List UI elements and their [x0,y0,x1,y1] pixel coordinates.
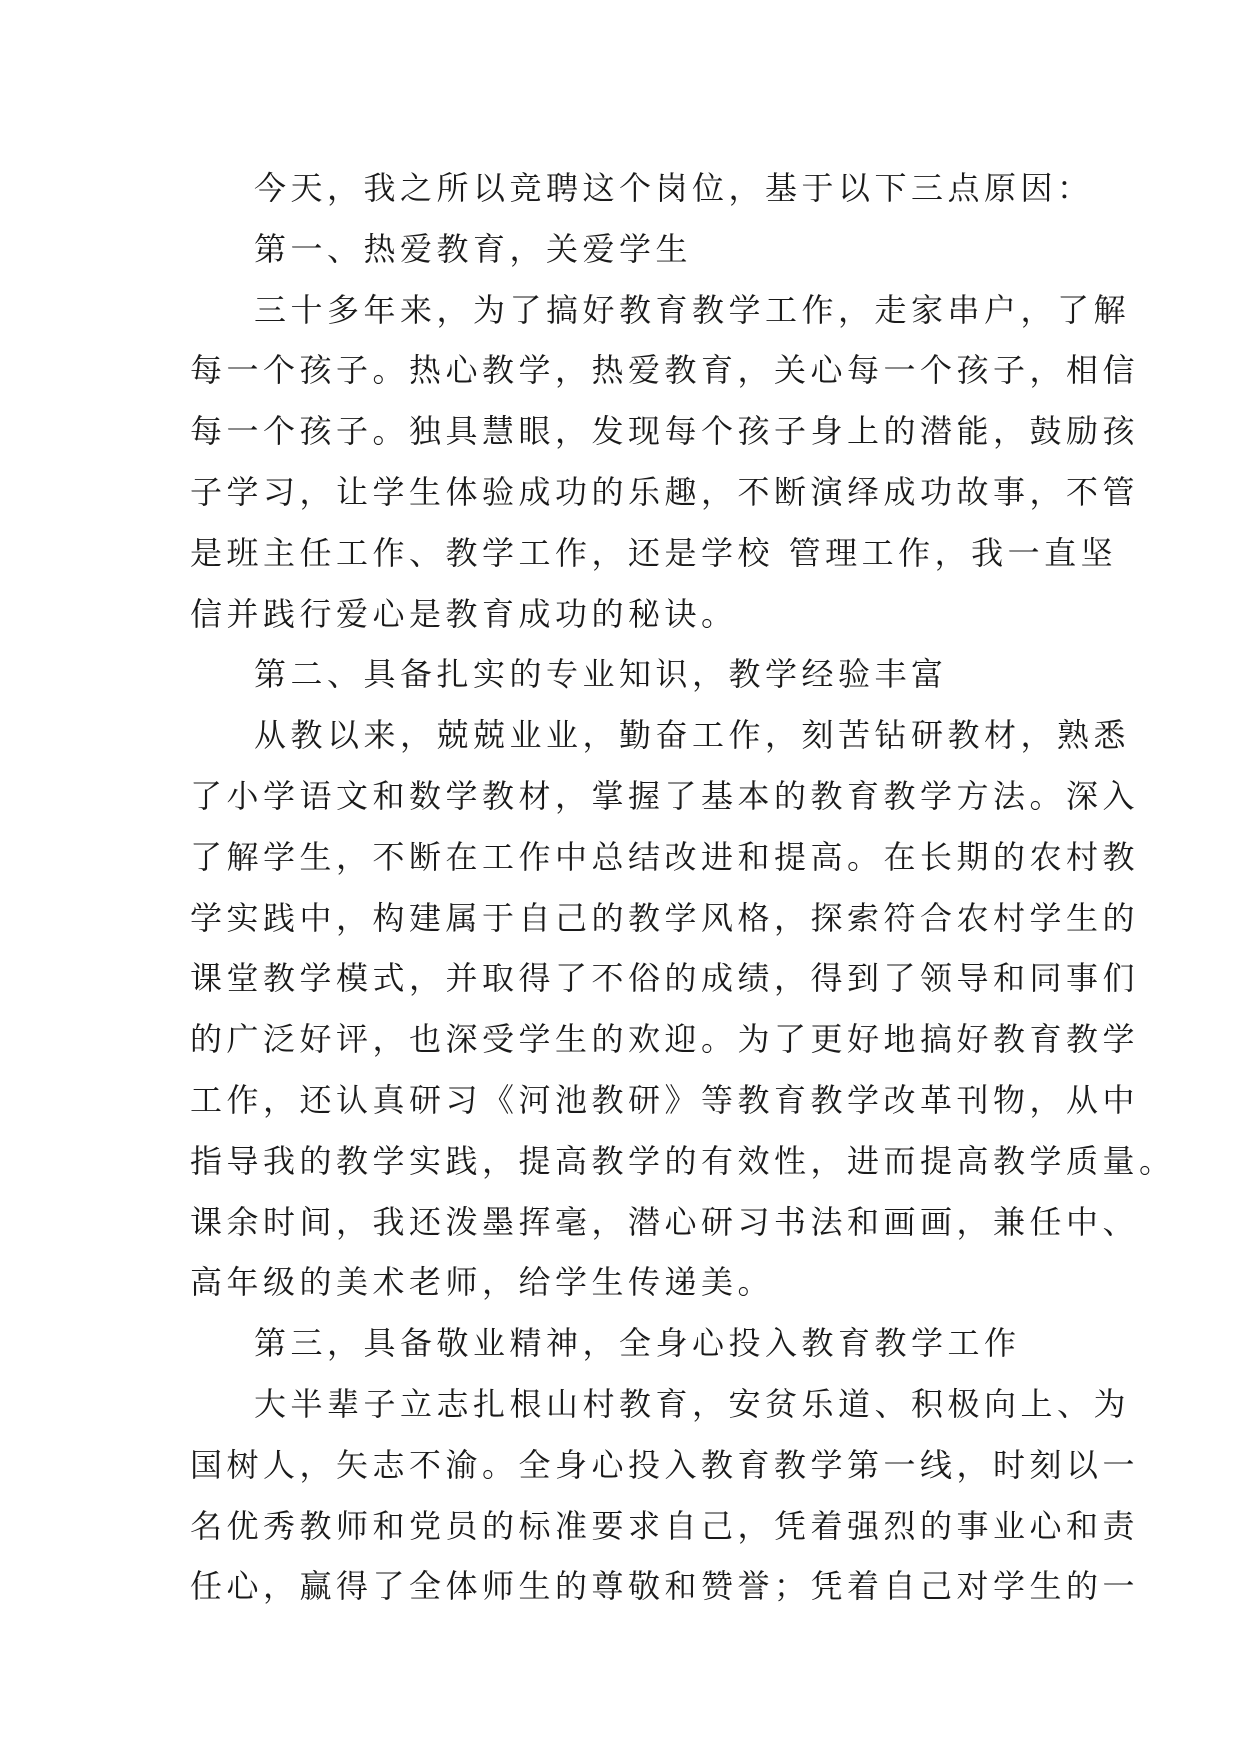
section-heading: 第二、具备扎实的专业知识，教学经验丰富 [254,655,948,694]
text-line: 课余时间，我还泼墨挥毫，潜心研习书法和画画，兼任中、 [190,1202,1140,1241]
text-line: 名优秀教师和党员的标准要求自己，凭着强烈的事业心和责 [190,1506,1140,1545]
text-line: 每一个孩子。热心教学，热爱教育，关心每一个孩子，相信 [190,351,1140,390]
text-line: 子学习，让学生体验成功的乐趣，不断演绎成功故事，不管 [190,472,1140,511]
text-line: 从教以来，兢兢业业，勤奋工作，刻苦钻研教材，熟悉 [254,716,1131,755]
text-line: 指导我的教学实践，提高教学的有效性，进而提高教学质量。 [190,1141,1176,1180]
text-line: 是班主任工作、教学工作，还是学校 管理工作，我一直坚 [190,533,1118,572]
text-line: 信并践行爱心是教育成功的秘诀。 [190,594,738,633]
text-line: 每一个孩子。独具慧眼，发现每个孩子身上的潜能，鼓励孩 [190,412,1140,451]
section-heading: 第一、热爱教育，关爱学生 [254,229,693,268]
text-line: 高年级的美术老师，给学生传递美。 [190,1263,775,1302]
text-line: 课堂教学模式，并取得了不俗的成绩，得到了领导和同事们 [190,959,1140,998]
text-line: 工作，还认真研习《河池教研》等教育教学改革刊物，从中 [190,1080,1140,1119]
text-line: 任心，赢得了全体师生的尊敬和赞誉；凭着自己对学生的一 [190,1567,1140,1606]
text-line: 大半辈子立志扎根山村教育，安贫乐道、积极向上、为 [254,1384,1131,1423]
text-line: 今天，我之所以竞聘这个岗位，基于以下三点原因： [254,169,1094,207]
text-line: 学实践中，构建属于自己的教学风格，探索符合农村学生的 [190,898,1140,937]
text-line: 国树人，矢志不渝。全身心投入教育教学第一线，时刻以一 [190,1445,1140,1484]
section-heading: 第三，具备敬业精神，全身心投入教育教学工作 [254,1324,1021,1363]
document-body [190,158,1176,1617]
text-line: 的广泛好评，也深受学生的欢迎。为了更好地搞好教育教学 [190,1020,1140,1059]
text-line: 了解学生，不断在工作中总结改进和提高。在长期的农村教 [190,837,1140,876]
text-line: 三十多年来，为了搞好教育教学工作，走家串户，了解 [254,290,1131,329]
text-line: 了小学语文和数学教材，掌握了基本的教育教学方法。深入 [190,776,1140,815]
